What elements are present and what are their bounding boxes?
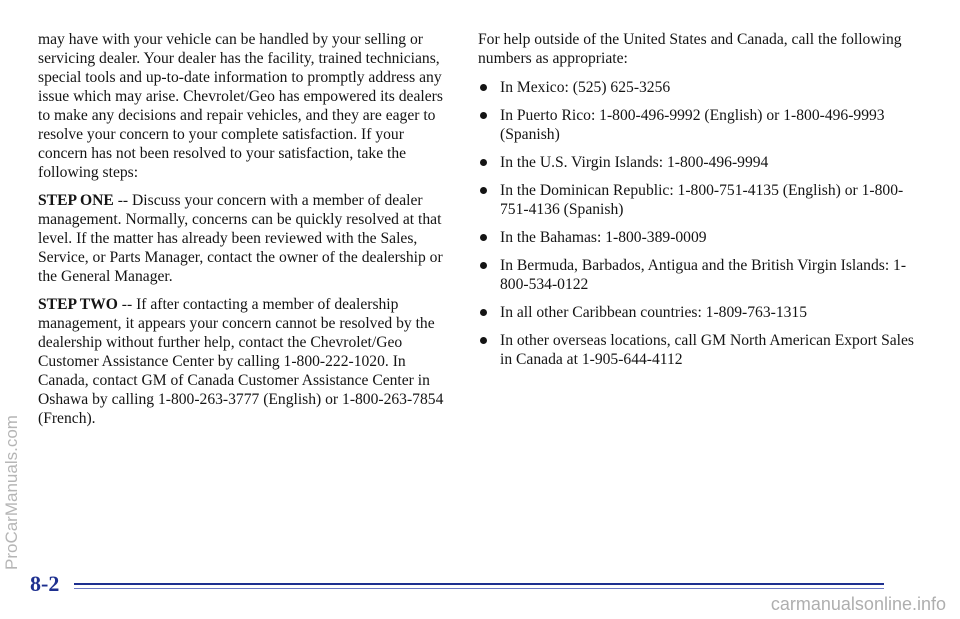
list-item-text: In Bermuda, Barbados, Antigua and the British Virgin Islands: 1-800-534-0122 bbox=[500, 257, 907, 293]
list-item-text: In the Bahamas: 1-800-389-0009 bbox=[500, 229, 707, 246]
bullet-icon bbox=[480, 262, 487, 269]
step-one-paragraph bbox=[38, 191, 446, 286]
step-two-text: -- If after contacting a member of dealership management, it appears your concern cannot be resolved by the dealership without further help, contact the Chevrolet/Geo Customer Assistance Center by calling 1-800-222-1020. In Canada, contact GM of Canada Customer Assistance Center in Oshawa by calling 1-800-263-3777 (English) or 1-800-263-7854 (French). bbox=[38, 296, 444, 427]
list-item bbox=[478, 78, 918, 97]
bottom-watermark: carmanualsonline.info bbox=[770, 594, 946, 614]
side-watermark bbox=[2, 270, 24, 570]
bullet-icon bbox=[480, 84, 487, 91]
step-two-paragraph bbox=[38, 295, 446, 428]
right-column bbox=[478, 30, 918, 378]
footer-rule bbox=[74, 583, 884, 585]
intro-paragraph: may have with your vehicle can be handled by your selling or servicing dealer. Your dealer has the facility, trained technicians, special tools and up-to-date information to promptly address any issue which may arise. Chevrolet/Geo has empowered its dealers to make any decisions and repair vehicles, and they are eager to resolve your concern to your complete satisfaction. If your concern has not been resolved to your satisfaction, take the following steps: bbox=[38, 31, 443, 181]
bullet-icon bbox=[480, 309, 487, 316]
list-item bbox=[478, 181, 918, 219]
footer-rule-thin bbox=[74, 588, 884, 589]
contact-number-list bbox=[478, 78, 918, 369]
list-item bbox=[478, 303, 918, 322]
list-item-text: In Puerto Rico: 1-800-496-9992 (English) or 1-800-496-9993 (Spanish) bbox=[500, 107, 885, 143]
list-item bbox=[478, 256, 918, 294]
bullet-icon bbox=[480, 234, 487, 241]
list-item-text: In the U.S. Virgin Islands: 1-800-496-9994 bbox=[500, 154, 769, 171]
list-item-text: In Mexico: (525) 625-3256 bbox=[500, 79, 671, 96]
bullet-icon bbox=[480, 187, 487, 194]
bullet-icon bbox=[480, 159, 487, 166]
step-one-label: STEP ONE bbox=[38, 192, 114, 209]
left-column bbox=[38, 30, 446, 428]
bullet-icon bbox=[480, 112, 487, 119]
page-number: 8-2 bbox=[30, 571, 60, 596]
international-intro: For help outside of the United States and Canada, call the following numbers as appropriate: bbox=[478, 31, 902, 67]
list-item-text: In other overseas locations, call GM North American Export Sales in Canada at 1-905-644-4112 bbox=[500, 332, 914, 368]
list-item bbox=[478, 153, 918, 172]
step-two-label: STEP TWO bbox=[38, 296, 118, 313]
list-item-text: In the Dominican Republic: 1-800-751-4135 (English) or 1-800-751-4136 (Spanish) bbox=[500, 182, 904, 218]
bullet-icon bbox=[480, 337, 487, 344]
side-watermark-text: ProCarManuals.com bbox=[2, 415, 21, 570]
step-one-text: -- Discuss your concern with a member of dealer management. Normally, concerns can be quickly resolved at that level. If the matter has already been reviewed with the Sales, Service, or Parts Manager, contact the owner of the dealership or the General Manager. bbox=[38, 192, 443, 285]
list-item bbox=[478, 331, 918, 369]
list-item bbox=[478, 228, 918, 247]
list-item-text: In all other Caribbean countries: 1-809-763-1315 bbox=[500, 304, 808, 321]
list-item bbox=[478, 106, 918, 144]
